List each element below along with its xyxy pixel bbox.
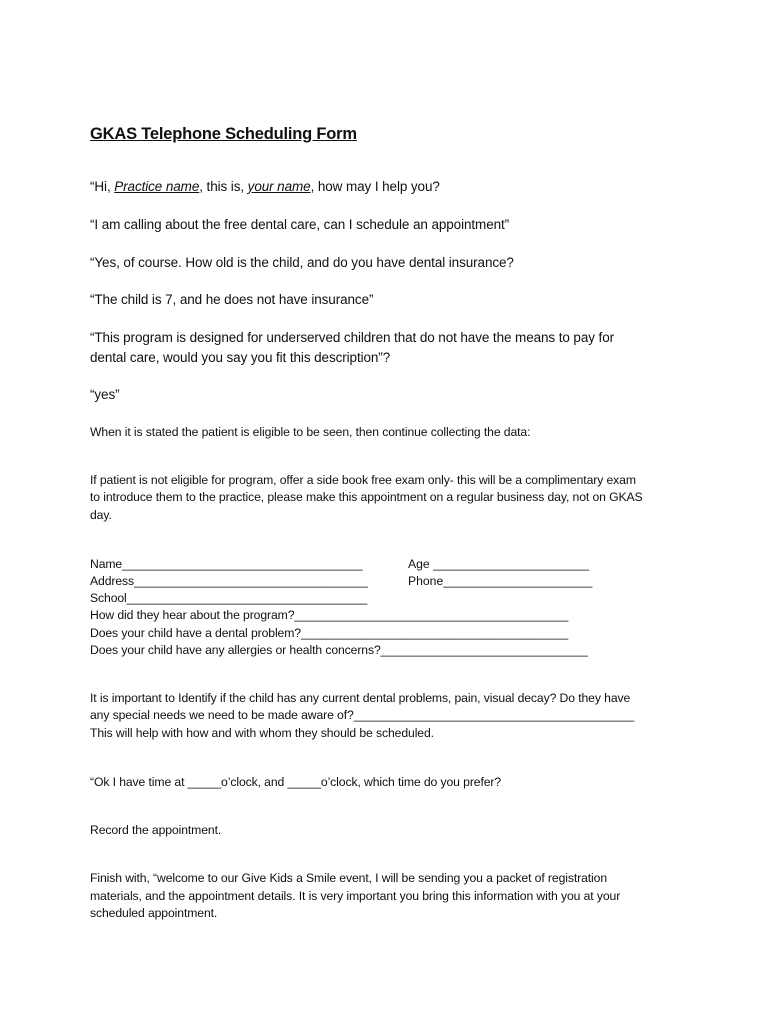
finish-line-3: scheduled appointment. xyxy=(90,906,218,920)
dialogue-caller-request: “I am calling about the free dental care, can I schedule an appointment” xyxy=(90,217,510,232)
school-field[interactable]: School____________________________________ xyxy=(90,591,368,605)
dialogue-age-question: “Yes, of course. How old is the child, and do you have dental insurance? xyxy=(90,255,514,270)
form-title: GKAS Telephone Scheduling Form xyxy=(90,125,357,143)
dental-problem-field[interactable]: Does your child have a dental problem?________________________________________ xyxy=(90,626,569,640)
dialogue-yes: “yes” xyxy=(90,387,120,402)
not-eligible-instruction-1: If patient is not eligible for program, offer a side book free exam only- this will be a complimentary exam xyxy=(90,473,636,487)
dialogue-program-question-1: “This program is designed for underserved children that do not have the means to pay for xyxy=(90,330,614,345)
heard-about-field[interactable]: How did they hear about the program?_________________________________________ xyxy=(90,608,569,622)
problems-instruction-3: This will help with how and with whom they should be scheduled. xyxy=(90,726,434,740)
special-needs-field[interactable]: any special needs we need to be made aware of?__________________________________________ xyxy=(90,708,635,722)
phone-field[interactable]: Phone______________________ xyxy=(408,574,593,588)
name-field[interactable]: Name____________________________________ xyxy=(90,557,363,571)
record-appointment-line: Record the appointment. xyxy=(90,823,222,837)
dialogue-program-question-2: dental care, would you say you fit this description”? xyxy=(90,350,391,365)
greeting-mid: , this is, xyxy=(199,179,248,194)
your-name-placeholder: your name xyxy=(247,179,311,194)
practice-name-placeholder: Practice name xyxy=(114,179,200,194)
time-offer-line: “Ok I have time at _____o’clock, and _____o’clock, which time do you prefer? xyxy=(90,775,502,789)
age-field[interactable]: Age _______________________ xyxy=(408,557,589,571)
greeting-close: , how may I help you? xyxy=(310,179,440,194)
greeting-open: “Hi, xyxy=(90,179,115,194)
greeting-line xyxy=(90,179,440,194)
address-field[interactable]: Address___________________________________ xyxy=(90,574,368,588)
finish-line-1: Finish with, “welcome to our Give Kids a Smile event, I will be sending you a packet of registration xyxy=(90,871,608,885)
problems-instruction-1: It is important to Identify if the child has any current dental problems, pain, visual decay? Do they have xyxy=(90,691,631,705)
finish-line-2: materials, and the appointment details. It is very important you bring this information with you at your xyxy=(90,889,621,903)
dialogue-caller-answer: “The child is 7, and he does not have insurance” xyxy=(90,292,374,307)
not-eligible-instruction-3: day. xyxy=(90,508,112,522)
allergies-field[interactable]: Does your child have any allergies or health concerns?_______________________________ xyxy=(90,643,588,657)
not-eligible-instruction-2: to introduce them to the practice, please make this appointment on a regular business day, not on GKAS xyxy=(90,490,643,504)
eligible-instruction: When it is stated the patient is eligible to be seen, then continue collecting the data: xyxy=(90,425,531,439)
